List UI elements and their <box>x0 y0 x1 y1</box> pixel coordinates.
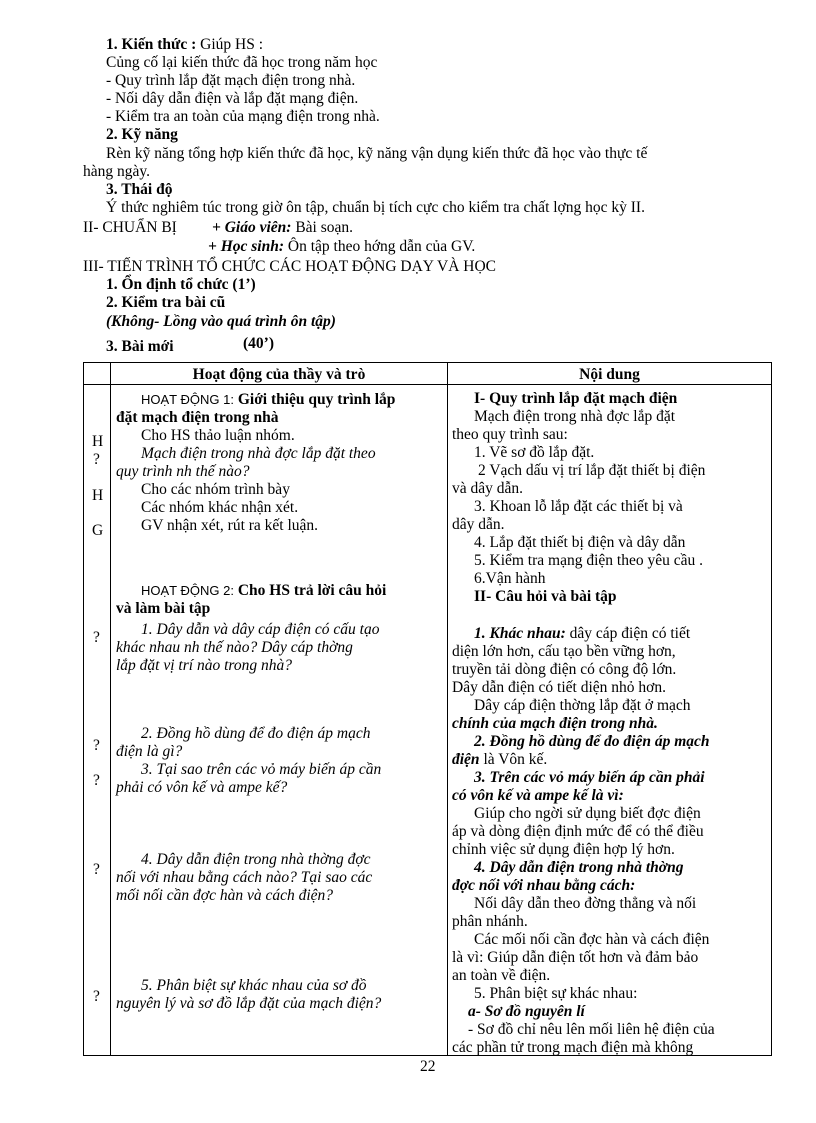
question-3: 3. Tại sao trên các vỏ máy biến áp cần <box>141 761 382 778</box>
answer-line: phân nhánh. <box>452 913 528 930</box>
answer-3-label: 3. Trên các vỏ máy biến áp cần phải <box>474 769 705 786</box>
knowledge-line: - Nối dây dẫn điện và lắp đặt mạng điện. <box>106 90 359 107</box>
hd1-title: Giới thiệu quy trình lắp <box>237 391 396 408</box>
marker-column <box>84 385 111 1056</box>
skills-text-cont: hàng ngày. <box>83 163 151 180</box>
student-text: Ôn tập theo hớng dẫn của GV. <box>287 238 476 255</box>
answer-line: chỉnh việc sử dụng điện hợp lý hơn. <box>452 841 675 858</box>
knowledge-line: - Quy trình lắp đặt mạch điện trong nhà. <box>106 72 356 89</box>
answer-4-label: 4. Dây dẫn điện trong nhà thờng <box>474 859 684 876</box>
answer-line: là vì: Giúp dẫn điện tốt hơn và đảm bảo <box>452 949 699 966</box>
hd2-label: HOẠT ĐỘNG 2: <box>141 583 234 598</box>
question-5-cont: nguyên lý và sơ đồ lắp đặt của mạch điện? <box>116 995 382 1012</box>
content-step-cont: và dây dẫn. <box>452 480 524 497</box>
answer-2-label: 2. Đồng hồ dùng để đo điện áp mạch <box>474 733 710 750</box>
answer-emphasis: chính của mạch điện trong nhà. <box>452 715 658 732</box>
marker: ? <box>93 629 100 646</box>
marker: ? <box>93 737 100 754</box>
header-right-label: Nội dung <box>579 366 640 383</box>
marker: ? <box>93 988 100 1005</box>
student-label: + Học sinh: <box>208 238 285 255</box>
attitude-text: Ý thức nghiêm túc trong giờ ôn tập, chuẩn bị tích cực cho kiểm tra chất lợng học kỳ II. <box>106 199 645 216</box>
attitude-title: 3. Thái độ <box>106 181 173 198</box>
answer-line: Giúp cho ngời sử dụng biết đợc điện <box>474 805 701 822</box>
answer-2-text: là Vôn kế. <box>483 751 548 768</box>
knowledge-intro: Giúp HS : <box>200 36 263 53</box>
answer-4-label-cont: đợc nối với nhau bằng cách: <box>452 877 636 894</box>
knowledge-line: Củng cố lại kiến thức đã học trong năm học <box>106 54 378 71</box>
marker: G <box>92 522 104 539</box>
hd1-heading <box>141 391 395 408</box>
process-item-3: 3. Bài mới <box>106 338 174 355</box>
question-1: 1. Dây dẫn và dây cáp điện có cấu tạo <box>141 621 380 638</box>
marker: ? <box>93 861 100 878</box>
content-step-cont: dây dẫn. <box>452 516 505 533</box>
process-title: III- TIẾN TRÌNH TỔ CHỨC CÁC HOẠT ĐỘNG DẠY VÀ HỌC <box>83 258 497 275</box>
answer-2-label-cont: điện <box>452 751 480 768</box>
answer-line: Dây dẫn điện có tiết diện nhỏ hơn. <box>452 679 666 696</box>
header-right <box>448 363 772 385</box>
answer-5-sub: a- Sơ đồ nguyên lí <box>468 1003 585 1020</box>
hd2-title: Cho HS trả lời câu hỏi <box>237 582 387 599</box>
table-header-row <box>84 363 772 385</box>
question-1-cont: lắp đặt vị trí nào trong nhà? <box>116 657 292 674</box>
question-2: 2. Đồng hồ dùng để đo điện áp mạch <box>141 725 371 742</box>
activity-line: GV nhận xét, rút ra kết luận. <box>141 517 319 534</box>
question-4-cont: mối nối cần đợc hàn và cách điện? <box>116 887 334 904</box>
answer-line: các phần tử trong mạch điện mà không <box>452 1039 694 1056</box>
hd1-label: HOẠT ĐỘNG 1: <box>141 392 234 407</box>
question-1-cont: khác nhau nh thế nào? Dây cáp thờng <box>116 639 353 656</box>
process-item-2-note: (Không- Lồng vào quá trình ôn tập) <box>106 313 336 330</box>
marker: ? <box>93 451 100 468</box>
answer-1 <box>474 625 690 642</box>
content-step: 4. Lắp đặt thiết bị điện và dây dẫn <box>474 534 686 551</box>
header-left-label: Hoạt động của thầy và trò <box>192 366 366 383</box>
content-step: 6.Vận hành <box>474 570 546 587</box>
answer-1-label: 1. Khác nhau: <box>474 625 566 642</box>
answer-1-text: dây cáp điện có tiết <box>569 625 691 642</box>
content-line: theo quy trình sau: <box>452 426 568 443</box>
activity-question-cont: quy trình nh thế nào? <box>116 463 250 480</box>
content-section-1-title: I- Quy trình lắp đặt mạch điện <box>474 390 678 407</box>
teacher-text: Bài soạn. <box>295 219 353 236</box>
question-4-cont: nối với nhau bằng cách nào? Tại sao các <box>116 869 373 886</box>
content-step: 2 Vạch dấu vị trí lắp đặt thiết bị điện <box>478 462 706 479</box>
header-marker-cell <box>84 363 111 385</box>
activity-question: Mạch điện trong nhà đợc lắp đặt theo <box>141 445 376 462</box>
header-left <box>111 363 448 385</box>
content-step: 5. Kiểm tra mạng điện theo yêu cầu . <box>474 552 703 569</box>
answer-line: an toàn về điện. <box>452 967 551 984</box>
hd1-title-cont: đặt mạch điện trong nhà <box>116 409 279 426</box>
prep-title: II- CHUẨN BỊ <box>83 219 177 236</box>
question-3-cont: phải có vôn kế và ampe kế? <box>116 779 288 796</box>
answer-line: Các mối nối cần đợc hàn và cách điện <box>474 931 710 948</box>
knowledge-heading <box>106 36 263 53</box>
knowledge-line: - Kiểm tra an toàn của mạng điện trong nhà. <box>106 108 380 125</box>
question-5: 5. Phân biệt sự khác nhau của sơ đồ <box>141 977 367 994</box>
knowledge-title: 1. Kiến thức : <box>106 36 197 53</box>
process-item-2: 2. Kiểm tra bài cũ <box>106 294 226 311</box>
table-body-row <box>84 385 772 1056</box>
answer-3-label-cont: có vôn kế và ampe kế là vì: <box>452 787 624 804</box>
marker: H <box>92 487 104 504</box>
hd2-heading <box>141 582 386 599</box>
content-line: Mạch điện trong nhà đợc lắp đặt <box>474 408 676 425</box>
content-step: 3. Khoan lỗ lắp đặt các thiết bị và <box>474 498 683 515</box>
process-item-1: 1. Ổn định tổ chức (1’) <box>106 276 256 293</box>
answer-line: Nối dây dẫn theo đờng thẳng và nối <box>474 895 697 912</box>
answer-line: Dây cáp điện thờng lắp đặt ở mạch <box>474 697 691 714</box>
activity-line: Cho HS thảo luận nhóm. <box>141 427 295 444</box>
process-item-3-time: (40’) <box>243 335 274 352</box>
answer-2 <box>452 751 547 768</box>
content-column <box>448 385 772 1056</box>
prep-heading <box>83 219 177 236</box>
answer-line: áp và dòng điện định mức để có thể điều <box>452 823 704 840</box>
answer-line: diện lớn hơn, cấu tạo bền vững hơn, <box>452 643 676 660</box>
page-number: 22 <box>420 1058 436 1075</box>
question-4: 4. Dây dẫn điện trong nhà thờng đợc <box>141 851 371 868</box>
answer-line: truyền tải dòng điện có công độ lớn. <box>452 661 677 678</box>
answer-5: 5. Phân biệt sự khác nhau: <box>474 985 638 1002</box>
question-2-cont: điện là gì? <box>116 743 183 760</box>
content-section-2-title: II- Câu hỏi và bài tập <box>474 588 617 605</box>
activity-column <box>111 385 448 1056</box>
teacher-label: + Giáo viên: <box>212 219 292 236</box>
lesson-table <box>83 362 772 1056</box>
hd2-title-cont: và làm bài tập <box>116 600 211 617</box>
prep-student <box>208 238 475 255</box>
answer-line: - Sơ đồ chỉ nêu lên mối liên hệ điện của <box>468 1021 715 1038</box>
marker: ? <box>93 772 100 789</box>
activity-line: Các nhóm khác nhận xét. <box>141 499 299 516</box>
content-step: 1. Vẽ sơ đồ lắp đặt. <box>474 444 595 461</box>
skills-title: 2. Kỹ năng <box>106 126 178 143</box>
prep-teacher <box>212 219 353 236</box>
skills-text: Rèn kỹ năng tổng hợp kiến thức đã học, kỹ năng vận dụng kiến thức đã học vào thực tế <box>106 145 648 162</box>
activity-line: Cho các nhóm trình bày <box>141 481 290 498</box>
marker: H <box>92 433 104 450</box>
